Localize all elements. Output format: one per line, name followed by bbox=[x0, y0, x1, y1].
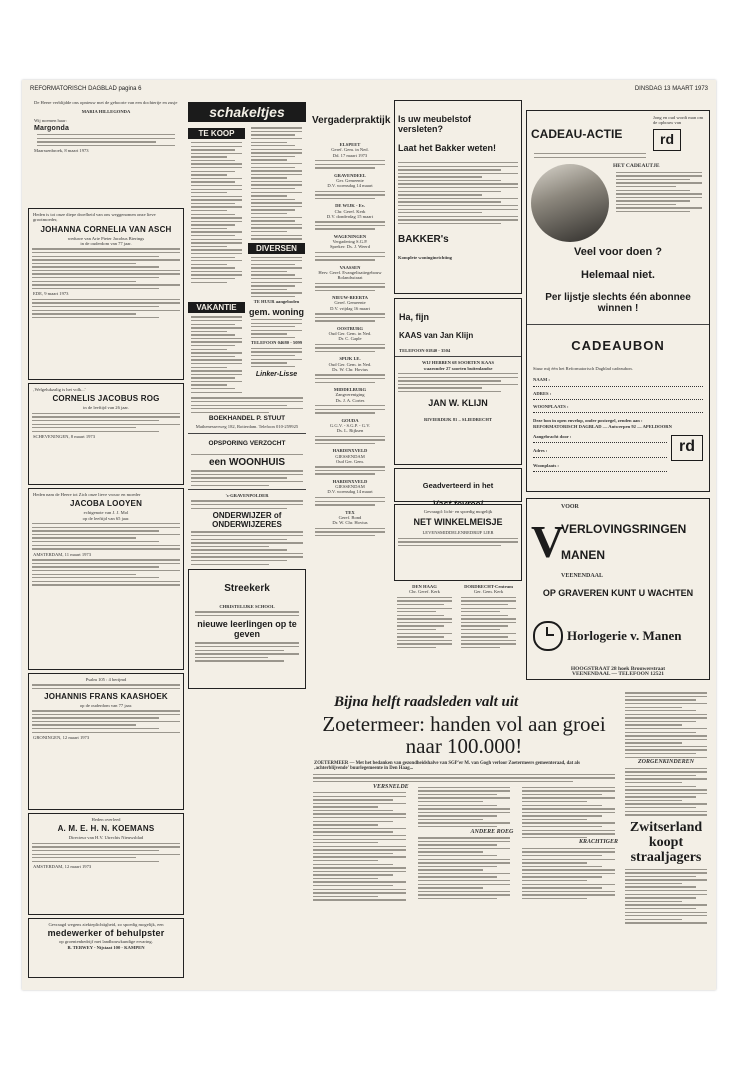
ad1-body bbox=[37, 134, 175, 146]
meeting-title: WAGENINGEN bbox=[333, 233, 367, 239]
field-adres[interactable]: ADRES : bbox=[533, 391, 703, 400]
death-notice-2 bbox=[28, 383, 184, 485]
winkelmeisje-ad bbox=[394, 504, 522, 581]
winkel-title: NET WINKELMEISJE bbox=[413, 517, 503, 528]
meeting-line1: Oud Ger. Gem. in Ned. bbox=[328, 331, 372, 337]
meeting-line2: Ds. L. Rijksen bbox=[336, 428, 364, 434]
stuur-label: Deze bon in open envelop, onder postzegel, zenden aan : bbox=[533, 418, 643, 424]
ad4-body-2 bbox=[32, 559, 180, 585]
death-notice-5 bbox=[28, 813, 184, 915]
meeting-item bbox=[312, 448, 388, 475]
side-articles bbox=[622, 690, 710, 980]
manen-ad bbox=[526, 498, 710, 680]
meeting-body bbox=[315, 528, 385, 537]
meeting-line1: Geref. Gemeente bbox=[334, 300, 366, 306]
rd-logo-2: rd bbox=[671, 435, 703, 461]
ad2-body-2 bbox=[32, 299, 180, 318]
classifieds-banner: schakeltjes bbox=[188, 102, 306, 122]
article-sub2: ANDERE ROEG bbox=[470, 828, 514, 835]
gravenpolder-text bbox=[191, 500, 303, 509]
manen-name: MANEN bbox=[561, 548, 605, 563]
telefoon-label: TELEFOON 04680 - 5099 bbox=[250, 340, 303, 346]
birth-announcement bbox=[28, 98, 184, 156]
meeting-item bbox=[312, 356, 388, 383]
meeting-line2: Oud Ger. Gem. bbox=[335, 458, 365, 464]
onderwijzer-title: ONDERWIJZER of ONDERWIJZERES bbox=[212, 511, 282, 530]
meeting-item bbox=[312, 510, 388, 537]
meeting-title: TEX bbox=[345, 509, 355, 515]
onderwijzer-text bbox=[191, 531, 303, 565]
meeting-line1: Vergadering S.G.P. bbox=[332, 239, 368, 245]
side-text-3 bbox=[625, 869, 707, 924]
ad2-body bbox=[32, 248, 180, 289]
telefoon-ads bbox=[251, 348, 302, 367]
cadeau-intro bbox=[534, 153, 646, 158]
boekhandel-title: BOEKHANDEL P. STUUT bbox=[208, 415, 286, 423]
streekerk-headline: nieuwe leerlingen op te geven bbox=[197, 619, 297, 640]
ad5-body bbox=[32, 710, 180, 733]
klijn-body2: waaronder 27 soorten buitenlandse bbox=[423, 365, 493, 371]
meeting-item bbox=[312, 326, 388, 353]
meeting-body bbox=[315, 191, 385, 200]
meeting-item bbox=[312, 203, 388, 230]
zwitserland-headline: Zwitserland koopt straaljagers bbox=[629, 819, 703, 865]
winkel-by: LEVENSMIDDELENBEDRIJF LIER bbox=[422, 530, 494, 536]
ad3-text2: in de leeftijd van 26 jaar. bbox=[83, 405, 129, 411]
ad3-date: SCHEVENINGEN, 8 maart 1973 bbox=[33, 434, 96, 440]
ad6-text: Heden overleed bbox=[91, 817, 121, 822]
meeting-title: MIDDELBURG bbox=[333, 387, 367, 392]
ad1-text2: Wij noemen haar: bbox=[34, 117, 67, 123]
section-vakantie: VAKANTIE bbox=[188, 302, 245, 313]
field-woonplaats2[interactable]: Woonplaats : bbox=[533, 463, 667, 472]
meeting-line1: Zangvereniging bbox=[335, 392, 365, 398]
meeting-line2: D.V. vrijdag 16 maart bbox=[330, 305, 370, 311]
field-naam[interactable]: NAAM : bbox=[533, 377, 703, 386]
column-meetings bbox=[310, 98, 390, 703]
rd-logo: rd bbox=[653, 129, 681, 151]
classifieds-text bbox=[191, 397, 303, 413]
meeting-title: GRAVENDEEL bbox=[334, 172, 366, 178]
column-ads-middle bbox=[394, 98, 522, 703]
ad2-text: Heden is tot onze diepe droefheid van ons weggenomen onze lieve grootmoeder, bbox=[33, 212, 156, 223]
meeting-body bbox=[315, 252, 385, 261]
main-article bbox=[310, 690, 618, 980]
cadeaubon-title: CADEAUBON bbox=[571, 338, 665, 354]
gem-woning: gem. woning bbox=[249, 306, 304, 317]
header-right: DINSDAG 13 MAART 1973 bbox=[634, 86, 708, 92]
meeting-line2: D.V. donderdag 15 maart bbox=[326, 213, 374, 219]
article-lead-more bbox=[313, 774, 615, 783]
article-col3b bbox=[522, 848, 615, 899]
article-col3 bbox=[522, 787, 615, 838]
ad4-body bbox=[32, 523, 180, 549]
woning-ads bbox=[251, 319, 302, 338]
section-te-koop: TE KOOP bbox=[188, 128, 245, 139]
ad6-text2: Directeur van H.V. Utrechts Nieuwsblad bbox=[68, 835, 144, 841]
bakker-subtitle: Laat het Bakker weten! bbox=[398, 143, 497, 153]
meeting-item bbox=[312, 234, 388, 261]
article-col1 bbox=[313, 792, 406, 901]
meeting-item bbox=[312, 142, 388, 169]
ad7-text: Gevraagd wegens ziekteplichtigheid, zo spoedig mogelijk, een bbox=[48, 922, 164, 927]
geadverteerd-ad bbox=[394, 468, 522, 502]
ad6-name: A. M. E. H. N. KOEMANS bbox=[57, 824, 155, 834]
kerk1-line: Chr. Geref. Kerk bbox=[409, 589, 440, 595]
meeting-line1: Oud Ger. Gem. in Ned. bbox=[328, 361, 372, 367]
column-announcements bbox=[28, 98, 184, 978]
kerk2-title: DORDRECHT-Centrum bbox=[464, 584, 513, 589]
ad5-name: JOHANNIS FRANS KAASHOEK bbox=[44, 691, 168, 701]
winkel-request: Gevraagd: licht- en spoedig mogelijk bbox=[423, 509, 493, 514]
meeting-line2: Dr. W. Chr. Hovius bbox=[332, 520, 368, 526]
meeting-line1: G.G.V. - S.G.P. - G.V. bbox=[329, 422, 371, 428]
bakker-ad bbox=[394, 100, 522, 294]
meeting-line2: Dd. 17 maart 1973 bbox=[332, 152, 368, 158]
meeting-line2: Rolandsstraat bbox=[337, 275, 363, 281]
header-left: REFORMATORISCH DAGBLAD pagina 6 bbox=[30, 86, 142, 92]
meeting-body bbox=[315, 313, 385, 322]
ad7-name: medewerker of behulpster bbox=[47, 928, 165, 939]
manen-addr1: HOOGSTRAAT 28 hoek Brouwerstraat bbox=[570, 665, 666, 672]
article-sub3: KRACHTIGER bbox=[579, 839, 619, 846]
meeting-line1: Geref. Gem. in Ned. bbox=[331, 147, 369, 153]
ad1-date: Maarssenbroek, 8 maart 1973 bbox=[34, 148, 89, 154]
klijn-body bbox=[398, 373, 518, 392]
meeting-line2: D.V. woensdag 14 maart bbox=[327, 183, 373, 189]
meetings-list bbox=[310, 142, 390, 536]
bakker-title: Is uw meubelstof versleten? bbox=[398, 114, 472, 134]
field-adres2[interactable]: Adres : bbox=[533, 448, 667, 457]
stuur-address: REFORMATORISCH DAGBLAD — Antwerpen 92 — APELDOORN bbox=[533, 423, 672, 429]
horlogerie-title: Horlogerie v. Manen bbox=[567, 627, 682, 643]
opsporing-title: OPSPORING VERZOCHT bbox=[208, 440, 286, 448]
ad4-text3: op de leeftijd van 65 jaar. bbox=[82, 515, 130, 521]
ad2-text2: weduwe van Arie Pieter Jacobus Bierings bbox=[67, 235, 145, 241]
article-col2 bbox=[418, 787, 511, 828]
article-col2b bbox=[418, 837, 511, 899]
side-text-2 bbox=[625, 768, 707, 816]
lijstje-text: Per lijstje slechts één abonnee winnen ! bbox=[545, 292, 691, 315]
ad4-text2: echtgenote van J. J. Mol bbox=[83, 510, 129, 516]
death-notice-3 bbox=[28, 488, 184, 670]
te-huur-label: TE HUUR aangeboden bbox=[253, 299, 300, 305]
streekerk-sub: CHRISTELIJKE SCHOOL bbox=[219, 604, 275, 609]
ad5-text2: op de ouderdom van 77 jaar. bbox=[79, 702, 133, 708]
meeting-item bbox=[312, 173, 388, 200]
meetings-title: Vergaderpraktijk bbox=[312, 114, 391, 126]
meeting-item bbox=[312, 479, 388, 506]
kerk1-title: DEN HAAG bbox=[412, 584, 437, 589]
section-diversen: DIVERSEN bbox=[248, 243, 305, 254]
klijn-header: Ha, fijn bbox=[399, 312, 430, 322]
klijn-phone: TELEFOON 01840 - 3504 bbox=[399, 348, 451, 353]
meeting-line1: GIESSENDAM bbox=[335, 453, 365, 459]
ad5-date: GRONINGEN, 12 maart 1973 bbox=[33, 735, 90, 741]
kerk1-body bbox=[397, 597, 452, 648]
diversen-ads bbox=[251, 257, 302, 298]
meeting-line2: Ds. W. Chr. Hovius bbox=[332, 366, 368, 372]
klijn-name: JAN W. KLIJN bbox=[428, 398, 488, 409]
woonhuis-title: een WOONHUIS bbox=[208, 457, 286, 469]
bakker-tagline: Komplete woninginrichting bbox=[398, 255, 452, 261]
klijn-title: KAAS van Jan Klijn bbox=[399, 331, 474, 340]
manen-addr2: VEENENDAAL — TELEFOON 12521 bbox=[571, 670, 665, 677]
side-sub: ZORGENKINDEREN bbox=[637, 759, 694, 766]
ad4-name: JACOBA LOOYEN bbox=[69, 499, 143, 509]
cadeau-title: CADEAU-ACTIE bbox=[531, 127, 623, 141]
meeting-title: HARDINXVELD bbox=[332, 448, 368, 454]
column-classifieds bbox=[188, 98, 306, 978]
ad1-title: Margonda bbox=[34, 124, 70, 132]
ad4-date: AMSTERDAM, 11 maart 1973 bbox=[33, 551, 92, 557]
ad7-text2: op groentenbedrijf met landbouwkundige ervaring. bbox=[59, 939, 153, 945]
meeting-line2: Spreker: Ds. J. Weerd bbox=[330, 244, 370, 250]
meeting-title: ELSPEET bbox=[339, 142, 361, 147]
meeting-title: DE WIJK - Ev. bbox=[335, 203, 365, 209]
ad5-intro bbox=[32, 684, 180, 689]
meeting-body bbox=[315, 497, 385, 506]
cadeautje-text bbox=[616, 172, 702, 213]
newspaper-page bbox=[22, 80, 716, 990]
death-notice-4 bbox=[28, 673, 184, 810]
linker-lisse-logo: Linker-Lisse bbox=[255, 371, 298, 379]
ad3-text: ‚Welgelukzalig is het volk...' bbox=[33, 387, 86, 392]
klijn-ad bbox=[394, 298, 522, 465]
meeting-title: OOSTBURG bbox=[336, 325, 364, 331]
meeting-body bbox=[315, 283, 385, 292]
opsporing-text bbox=[191, 454, 303, 455]
meeting-line1: Ger. Gemeente bbox=[336, 177, 364, 183]
article-kicker: Bijna helft raadsleden valt uit bbox=[334, 694, 519, 710]
klijn-body1: WIJ HEBBEN 68 SOORTEN KAAS bbox=[421, 360, 495, 366]
bakker-body bbox=[398, 162, 518, 224]
field-woonplaats[interactable]: WOONPLAATS : bbox=[533, 404, 703, 413]
cadeautje-label: HET CADEAUTJE bbox=[613, 163, 660, 170]
meeting-line2: Dr. C. Gaple bbox=[338, 336, 362, 342]
meeting-line1: Chr. Geref. Kerk bbox=[334, 208, 366, 214]
meeting-item bbox=[312, 265, 388, 292]
vakantie-ads bbox=[191, 316, 242, 393]
woonhuis-text bbox=[191, 470, 303, 486]
meeting-body bbox=[315, 466, 385, 475]
streekerk-body bbox=[195, 642, 299, 661]
ad6-date: AMSTERDAM, 12 maart 1973 bbox=[33, 864, 92, 870]
ad2-date: EDE, 9 maart 1973 bbox=[33, 291, 69, 297]
cadeau-note: Jong en oud wordt man om de opbouw van bbox=[653, 115, 704, 126]
meeting-title: NIEUW-BEERTA bbox=[332, 295, 368, 301]
ad1-text: De Heere verblijdde ons opnieuw met de geboorte van een dochtertje en zusje bbox=[34, 100, 178, 105]
cadeau-actie-ad bbox=[526, 110, 710, 492]
meeting-line2: D.V. woensdag 14 maart bbox=[327, 489, 373, 495]
meeting-item bbox=[312, 295, 388, 322]
meeting-body bbox=[315, 436, 385, 445]
meeting-line1: GIESSENDAM bbox=[335, 484, 365, 490]
ad3-body bbox=[32, 413, 180, 432]
streekerk-text bbox=[195, 611, 299, 616]
meeting-line1: Geref. Bond bbox=[338, 514, 362, 520]
meeting-line1: Herv. Geref. Evangelisatiegebouw bbox=[318, 269, 382, 275]
geadverteerd-line1: Geadverteerd in het bbox=[422, 480, 494, 490]
meeting-body bbox=[315, 374, 385, 383]
klijn-address: RIVIERDIJK 81 – SLIEDRECHT bbox=[423, 417, 493, 423]
job-ad-helper bbox=[28, 918, 184, 978]
meeting-title: HARDINXVELD bbox=[332, 478, 368, 484]
boekhandel-address: Mathenesserweg 182, Rotterdam. Telefoon 010-259925 bbox=[195, 424, 299, 430]
meeting-body bbox=[315, 344, 385, 353]
side-text-1 bbox=[625, 692, 707, 758]
meeting-item bbox=[312, 418, 388, 445]
child-photo bbox=[531, 164, 609, 242]
manen-voor: VOOR bbox=[561, 504, 579, 510]
meeting-body bbox=[315, 405, 385, 414]
ad5-text: Psalm 105 : 4 berijmd bbox=[85, 677, 127, 682]
meeting-item bbox=[312, 387, 388, 414]
manen-verlovingsringen: VERLOVINGSRINGEN bbox=[561, 522, 687, 537]
meeting-title: VAASSEN bbox=[339, 264, 361, 270]
meeting-title: SPIJK I.E. bbox=[339, 356, 361, 362]
ad4-text: Heden nam de Heere tot Zich onze lieve vrouw en moeder bbox=[33, 492, 141, 497]
te-koop-ads bbox=[191, 142, 242, 283]
streekerk-ad bbox=[188, 569, 306, 689]
cadeaubon-sub: Stuur mij één het Reformatorisch Dagblad cadeaubon. bbox=[533, 366, 633, 372]
ad6-body bbox=[32, 843, 180, 862]
field-aangebracht[interactable]: Aangebracht door : bbox=[533, 434, 667, 443]
kerk2-body bbox=[461, 597, 516, 648]
page-header bbox=[30, 86, 708, 96]
ad7-contact: B. TERWEY - Nijstaat 100 - KAMPEN bbox=[67, 944, 145, 950]
veel-voor-doen: Veel voor doen ? bbox=[573, 246, 663, 259]
meeting-line2: Ds. J. A. Cortes bbox=[335, 397, 365, 403]
meeting-body bbox=[315, 160, 385, 169]
ad2-name: JOHANNA CORNELIA VAN ASCH bbox=[40, 224, 172, 234]
column-ads bbox=[251, 127, 302, 239]
ad2-text3: in de ouderdom van 77 jaar. bbox=[80, 240, 132, 246]
kerk2-line: Ger. Gem. Kerk bbox=[473, 589, 504, 595]
clock-icon bbox=[533, 621, 563, 651]
manen-graveren: OP GRAVEREN KUNT U WACHTEN bbox=[542, 587, 694, 598]
bakker-logo: BAKKER's bbox=[398, 234, 449, 246]
meeting-body bbox=[315, 221, 385, 230]
manen-city: VEENENDAAL bbox=[561, 573, 604, 580]
article-headline: Zoetermeer: handen vol aan groei naar 100.000! bbox=[322, 712, 606, 758]
article-lead: ZOETERMEER — Met het bedanken van gezondheidshalve van SGP'er M. van Gogh verloor Zoetermeers gemeenteraad, dat als ‚achterblijvende' buurlegemeente in Den Haag... bbox=[314, 761, 581, 772]
article-sub1: VERSNELDE bbox=[372, 783, 409, 790]
winkel-body bbox=[398, 538, 518, 547]
death-notice-1 bbox=[28, 208, 184, 380]
ad1-name: MARIA HILLEGONDA bbox=[81, 109, 131, 115]
manen-initial: V bbox=[531, 516, 565, 568]
meeting-title: GOUDA bbox=[341, 417, 359, 423]
streekerk-title: Streekerk bbox=[224, 583, 270, 594]
gravenpolder-title: 's-GRAVENPOLDER bbox=[225, 493, 269, 498]
helemaal-niet: Helemaal niet. bbox=[581, 269, 655, 282]
ad3-name: CORNELIS JACOBUS ROG bbox=[52, 394, 160, 404]
